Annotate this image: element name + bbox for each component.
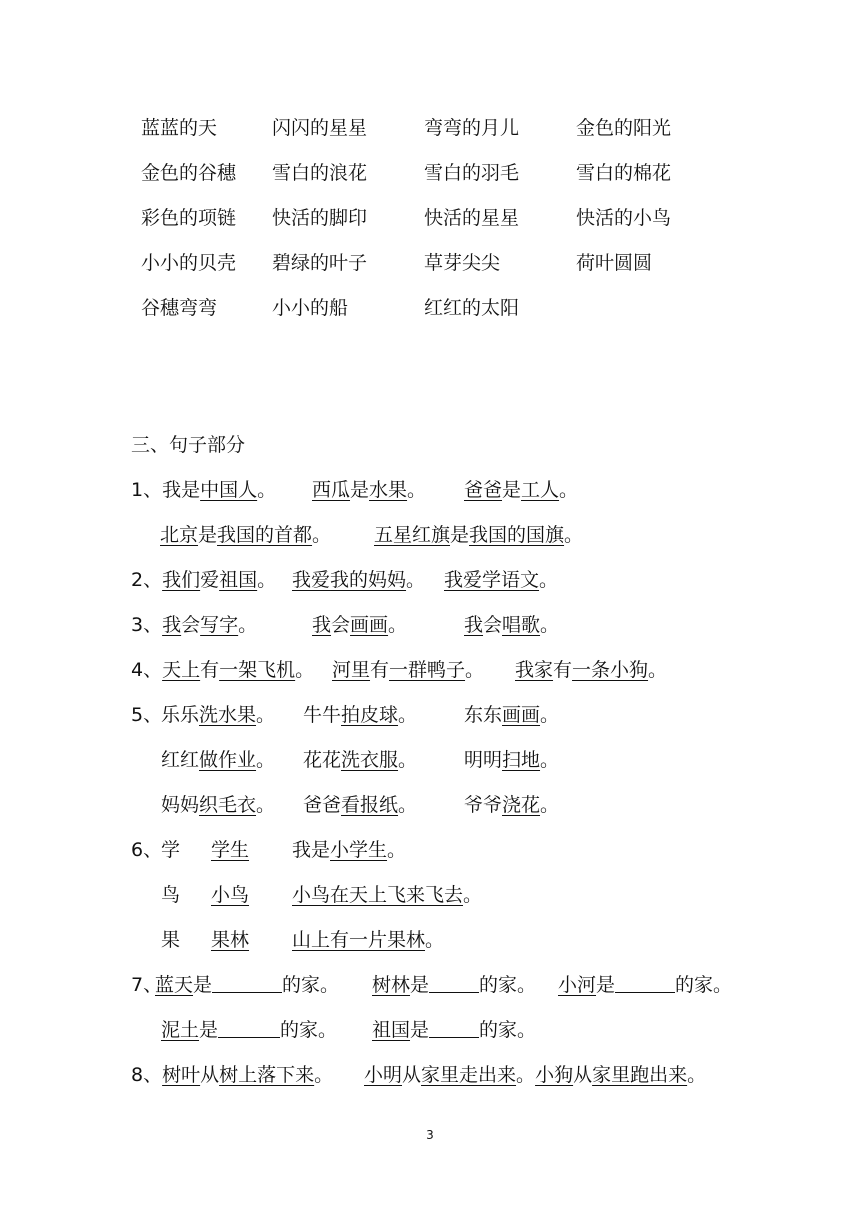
text: 爱 [200, 569, 220, 591]
sentence-5-2b [303, 748, 417, 772]
text: 。 [257, 569, 277, 591]
text: 。 [539, 569, 559, 591]
underlined-word: 山上有一片果林 [292, 929, 426, 951]
text: 我是 [162, 479, 201, 501]
fill-blank-1 [155, 973, 339, 997]
underlined-word: 学语文 [482, 569, 540, 591]
answer-blank[interactable] [615, 974, 675, 993]
text: 爷爷 [464, 794, 503, 816]
sentence-1-d [150, 523, 331, 547]
vocab-item: 彩色的项链 [141, 207, 237, 229]
text: 会 [483, 614, 503, 636]
sentence-1-b [312, 478, 426, 502]
text: 。 [425, 929, 445, 951]
character: 鸟 [161, 884, 181, 906]
text: 。 [398, 794, 418, 816]
text: 。 [540, 614, 560, 636]
sentence-3-b [312, 613, 407, 637]
vocab-item: 闪闪的星星 [272, 117, 368, 139]
text: 是 [596, 974, 616, 996]
fill-blank-2 [372, 973, 536, 997]
character: 学 [161, 839, 181, 861]
underlined-word: 树上落下来 [219, 1064, 315, 1086]
text: 。 [465, 659, 485, 681]
underlined-word: 小狗 [535, 1064, 574, 1086]
underlined-word: 北京 [160, 524, 199, 546]
sentence-5-1a [161, 703, 275, 727]
vocab-item: 红红的太阳 [424, 297, 520, 319]
text: 我是 [292, 839, 331, 861]
answer-blank[interactable] [429, 974, 479, 993]
vocab-item: 小小的船 [272, 297, 349, 319]
text: 花花 [303, 749, 342, 771]
underlined-word: 祖国 [219, 569, 258, 591]
page-number: 3 [426, 1128, 434, 1142]
answer-blank[interactable] [429, 1019, 479, 1038]
sentence-5-2a [161, 748, 275, 772]
sentence-4-b [332, 658, 484, 682]
underlined-word: 洗水果 [199, 704, 257, 726]
underlined-word: 河里 [332, 659, 371, 681]
item-number: 2、 [131, 569, 163, 591]
vocab-item: 小小的贝壳 [141, 252, 237, 274]
underlined-word: 五星红旗 [374, 524, 451, 546]
section-title: 三、句子部分 [131, 434, 246, 456]
text: 。 [398, 749, 418, 771]
sentence-1-line-1 [131, 478, 276, 502]
text: 。 [398, 704, 418, 726]
text: 。 [516, 1064, 536, 1086]
underlined-word: 工人 [521, 479, 560, 501]
vocab-item: 金色的阳光 [576, 117, 672, 139]
underlined-word: 泥土 [161, 1019, 200, 1041]
underlined-word: 浇花 [502, 794, 541, 816]
underlined-word: 祖国 [372, 1019, 411, 1041]
text: 是 [410, 974, 430, 996]
sentence-2-c [444, 568, 558, 592]
text: 。 [256, 749, 276, 771]
underlined-word: 我 [464, 614, 484, 636]
answer-blank[interactable] [212, 974, 282, 993]
text: 。 [540, 704, 560, 726]
text: 。 [238, 614, 258, 636]
sentence-5-3c [464, 793, 559, 817]
text: 爸爸 [303, 794, 342, 816]
text: 从 [573, 1064, 593, 1086]
vocab-item: 草芽尖尖 [424, 252, 501, 274]
sentence-5-3b [303, 793, 417, 817]
text: 。 [407, 479, 427, 501]
text: 是 [199, 1019, 219, 1041]
vocab-item: 雪白的羽毛 [424, 162, 520, 184]
text: 。 [406, 569, 426, 591]
text: 从 [402, 1064, 422, 1086]
underlined-word: 水果 [369, 479, 408, 501]
text: 是 [450, 524, 470, 546]
underlined-word: 爸爸 [464, 479, 503, 501]
underlined-word: 家里跑出来 [592, 1064, 688, 1086]
sentence-1-e [374, 523, 583, 547]
sentence-6-3 [292, 928, 444, 952]
underlined-word: 小学生 [330, 839, 388, 861]
item-number: 3、 [131, 614, 163, 636]
vocab-item: 快活的脚印 [272, 207, 368, 229]
text: 。 [256, 704, 276, 726]
sentence-8-b [364, 1063, 706, 1087]
item-number: 7、 [131, 974, 163, 996]
underlined-word: 家里走出来 [421, 1064, 517, 1086]
text: 的家。 [479, 974, 537, 996]
text: 。 [257, 479, 277, 501]
vocab-item: 雪白的浪花 [272, 162, 368, 184]
text: 。 [256, 794, 276, 816]
sentence-8-a [131, 1063, 333, 1087]
character: 果 [161, 929, 181, 951]
text: 有 [553, 659, 573, 681]
vocab-item: 荷叶圆圆 [576, 252, 653, 274]
vocab-item: 快活的小鸟 [576, 207, 672, 229]
text: 的家。 [479, 1019, 537, 1041]
text: 。 [388, 614, 408, 636]
underlined-word: 西瓜 [312, 479, 351, 501]
underlined-word: 我 [312, 614, 332, 636]
sentence-1-c [464, 478, 578, 502]
fill-blank-4 [161, 1018, 337, 1042]
sentence-4-c [515, 658, 667, 682]
underlined-word: 唱歌 [502, 614, 541, 636]
underlined-word: 一群鸭子 [389, 659, 466, 681]
sentence-5-1c [464, 703, 559, 727]
underlined-word: 看报纸 [341, 794, 399, 816]
item-number: 5、 [131, 704, 163, 726]
sentence-6-1 [292, 838, 406, 862]
text: 有 [200, 659, 220, 681]
sentence-4-a [131, 658, 314, 682]
fill-blank-5 [372, 1018, 536, 1042]
underlined-word: 扫地 [502, 749, 541, 771]
underlined-word: 我的妈妈 [330, 569, 407, 591]
sentence-5-3a [161, 793, 275, 817]
text: 是 [193, 974, 213, 996]
underlined-word: 小鸟 [211, 884, 250, 906]
underlined-word: 中国人 [200, 479, 258, 501]
fill-blank-3 [558, 973, 732, 997]
text: 。 [387, 839, 407, 861]
text: 的家。 [280, 1019, 338, 1041]
answer-blank[interactable] [218, 1019, 280, 1038]
underlined-word: 我国的国旗 [469, 524, 565, 546]
text: 妈妈 [161, 794, 200, 816]
underlined-word: 我爱 [292, 569, 331, 591]
text: 乐乐 [161, 704, 200, 726]
underlined-word: 我 [162, 614, 182, 636]
text: 。 [295, 659, 315, 681]
underlined-word: 我国的首都 [217, 524, 313, 546]
underlined-word: 树叶 [162, 1064, 201, 1086]
underlined-word: 拍皮球 [341, 704, 399, 726]
underlined-word: 学生 [211, 839, 250, 861]
underlined-word: 画画 [350, 614, 389, 636]
underlined-word: 我爱 [444, 569, 483, 591]
underlined-word: 一架飞机 [219, 659, 296, 681]
text: 是 [502, 479, 522, 501]
underlined-word: 做作业 [199, 749, 257, 771]
underlined-word: 画画 [502, 704, 541, 726]
item-number: 4、 [131, 659, 163, 681]
sentence-3-a [131, 613, 257, 637]
underlined-word: 天上 [162, 659, 201, 681]
text: 东东 [464, 704, 503, 726]
underlined-word: 小鸟在天上飞来飞去 [292, 884, 464, 906]
text: 会 [331, 614, 351, 636]
item-number: 1、 [131, 479, 163, 501]
vocab-item: 金色的谷穗 [141, 162, 237, 184]
vocab-item: 蓝蓝的天 [141, 117, 218, 139]
vocab-item: 雪白的棉花 [576, 162, 672, 184]
text: 从 [200, 1064, 220, 1086]
text: 。 [312, 524, 332, 546]
underlined-word: 蓝天 [155, 974, 194, 996]
underlined-word: 树林 [372, 974, 411, 996]
text: 。 [687, 1064, 707, 1086]
text: 。 [564, 524, 584, 546]
underlined-word: 写字 [200, 614, 239, 636]
text: 牛牛 [303, 704, 342, 726]
text: 红红 [161, 749, 200, 771]
vocab-item: 谷穗弯弯 [141, 297, 218, 319]
item-number: 8、 [131, 1064, 163, 1086]
vocab-item: 弯弯的月儿 [424, 117, 520, 139]
underlined-word: 一条小狗 [572, 659, 649, 681]
text: 明明 [464, 749, 503, 771]
underlined-word: 我们 [162, 569, 201, 591]
sentence-5-2c [464, 748, 559, 772]
text: 的家。 [675, 974, 733, 996]
text: 。 [540, 749, 560, 771]
underlined-word: 织毛衣 [199, 794, 257, 816]
text: 。 [314, 1064, 334, 1086]
underlined-word: 果林 [211, 929, 250, 951]
sentence-3-c [464, 613, 559, 637]
text: 会 [181, 614, 201, 636]
text: 。 [648, 659, 668, 681]
underlined-word: 我家 [515, 659, 554, 681]
text: 的家。 [282, 974, 340, 996]
sentence-6-2 [292, 883, 482, 907]
underlined-word: 洗衣服 [341, 749, 399, 771]
vocab-item: 碧绿的叶子 [272, 252, 368, 274]
sentence-2-b [292, 568, 425, 592]
sentence-5-1b [303, 703, 417, 727]
text: 是 [350, 479, 370, 501]
underlined-word: 小明 [364, 1064, 403, 1086]
sentence-2-a [131, 568, 276, 592]
text: 是 [198, 524, 218, 546]
text: 是 [410, 1019, 430, 1041]
text: 有 [370, 659, 390, 681]
item-number: 6、 [131, 839, 163, 861]
text: 。 [559, 479, 579, 501]
vocab-item: 快活的星星 [424, 207, 520, 229]
text: 。 [463, 884, 483, 906]
underlined-word: 小河 [558, 974, 597, 996]
text: 。 [540, 794, 560, 816]
